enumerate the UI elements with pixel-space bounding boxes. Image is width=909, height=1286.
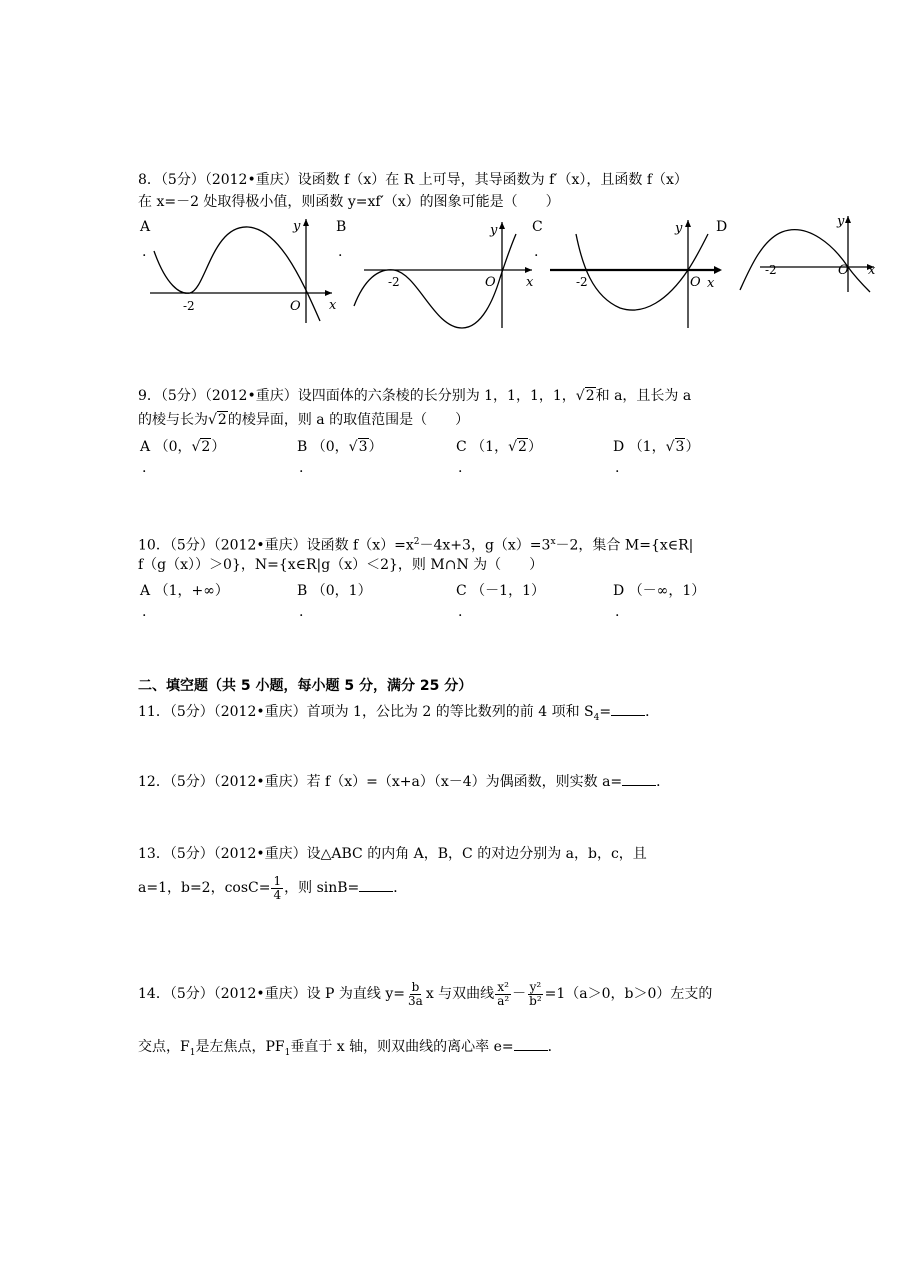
q8-graph-a [150, 215, 343, 327]
q9-line1-a: 9．（5分）（2012•重庆）设四面体的六条棱的长分别为 1，1，1，1， [138, 388, 576, 404]
graph-a-y-label: y [293, 219, 301, 234]
graph-b-neg-label: -2 [388, 275, 400, 289]
q8-line2: 在 x=－2 处取得极小值，则函数 y=xf′（x）的图象可能是（ ） [138, 194, 560, 210]
q8-option-a-dot: . [142, 244, 147, 260]
q9-option-d: D （1，√3） [613, 439, 700, 455]
graph-b-y-label: y [490, 223, 498, 238]
q9-option-b: B （0，√3） [297, 439, 383, 455]
q9-option-c-dot: . [458, 460, 463, 476]
q8-option-c-letter: C [532, 219, 543, 235]
q8-graph-c [546, 216, 736, 330]
q8-line1: 8．（5分）（2012•重庆）设函数 f（x）在 R 上可导，其导函数为 f′（x），且函数 f（x） [138, 172, 688, 188]
q14-answer-blank [514, 1038, 548, 1051]
q9-sqrt-1: √2 [575, 388, 595, 404]
graph-c-y-label: y [675, 221, 683, 236]
q8-option-c-dot: . [534, 244, 539, 260]
q10-line2: f（g（x））＞0}，N={x∈R|g（x）＜2}，则 M∩N 为（ ） [138, 557, 544, 573]
q9-sqrt-2: √2 [208, 412, 227, 428]
graph-d-y-label: y [837, 214, 845, 229]
q10-option-b-dot: . [299, 604, 304, 620]
graph-a-neg-label: -2 [183, 299, 195, 313]
q9-option-d-dot: . [615, 460, 620, 476]
graph-c-neg-label: -2 [576, 275, 588, 289]
graph-d-curve [740, 230, 870, 292]
q9-line1 [138, 387, 691, 405]
graph-d-x-label: x [868, 263, 876, 278]
q9-option-a-dot: . [142, 460, 147, 476]
q10-option-d-dot: . [615, 604, 620, 620]
q14-fraction-y: $\frac{\text{y²}}{\text{b²}}$ [529, 979, 542, 1008]
q9-option-b-dot: . [299, 460, 304, 476]
graph-a-origin: O [290, 299, 301, 314]
q12-line: 12．（5分）（2012•重庆）若 f（x）=（x+a）（x－4）为偶函数，则实数 a= ． [138, 774, 671, 790]
q8-option-b-letter: B [336, 219, 347, 235]
q11-answer-blank [611, 703, 645, 716]
graph-b-x-label: x [526, 275, 534, 290]
q10-option-a: A （1，+∞） [140, 583, 229, 599]
q9-line1-b: 和 a，且长为 a [595, 388, 692, 404]
q8-option-d-letter: D [716, 219, 728, 235]
graph-d-neg-label: -2 [765, 263, 777, 277]
q11-line: 11．（5分）（2012•重庆）首项为 1，公比为 2 的等比数列的前 4 项和 $S_4=$ ． [138, 704, 660, 723]
q12-answer-blank [622, 773, 656, 786]
q8-option-a-letter: A [140, 219, 151, 235]
q13-answer-blank [359, 879, 393, 892]
q10-option-c: C （－1，1） [456, 583, 545, 599]
graph-d-origin: O [838, 263, 849, 278]
graph-a-x-label: x [329, 298, 337, 313]
section-heading: 二、填空题（共 5 小题，每小题 5 分，满分 25 分） [138, 678, 473, 694]
q9-line2-a: 的棱与长为 [138, 412, 208, 428]
q9-line2-b: 的棱异面，则 a 的取值范围是（ ） [227, 412, 470, 428]
graph-b-origin: O [485, 275, 496, 290]
q14-fraction-x: $\frac{\text{x²}}{\text{a²}}$ [497, 979, 510, 1008]
q9-option-a: A （0，√2） [140, 439, 226, 455]
q10-option-c-dot: . [458, 604, 463, 620]
q14-fraction-slope: $\frac{b}{3a}$ [408, 979, 423, 1008]
q10-option-b: B （0，1） [297, 583, 372, 599]
q14-line2: 交点，$F_1$是左焦点，$PF_1$垂直于 x 轴，则双曲线的离心率 e= ． [138, 1039, 562, 1058]
q10-option-a-dot: . [142, 604, 147, 620]
q13-fraction: $\frac{1}{4}$ [273, 873, 282, 902]
graph-c-x-label: x [707, 276, 715, 291]
q13-line2: a=1，b=2，cosC= $\frac{1}{4}$ ，则 sinB= ． [138, 873, 408, 902]
q8-option-b-dot: . [338, 244, 343, 260]
graph-c-origin: O [690, 275, 701, 290]
q9-line2 [138, 411, 469, 429]
q14-line1: 14．（5分）（2012•重庆）设 P 为直线 y= $\frac{b}{3a}$ x 与双曲线 $\frac{\text{x²}}{\text{a²}}$ － $\frac{\text{y²}}{\text{b²}}$ =1（a＞0，b＞0）左支的 [138, 979, 713, 1008]
q8-graph-b [352, 218, 542, 330]
q10-line1: 10．（5分）（2012•重庆）设函数 $f(x)=x^2-4x+3$，$g(x)=3^x-2$，集合 M={x∈R| [138, 537, 694, 554]
q9-option-c: C （1，√2） [456, 439, 542, 455]
q13-line1: 13．（5分）（2012•重庆）设△ABC 的内角 A，B，C 的对边分别为 a，b，c，且 [138, 846, 647, 862]
q8-graph-d [734, 212, 884, 294]
q10-option-d: D （－∞，1） [613, 583, 706, 599]
